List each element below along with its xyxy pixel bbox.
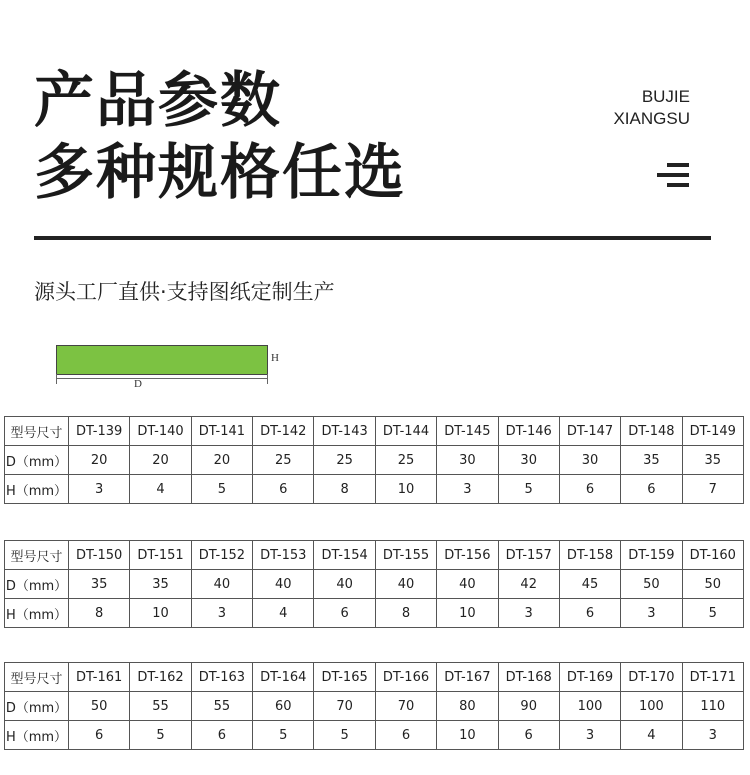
table-cell: 4	[621, 721, 682, 750]
table-cell: 6	[69, 721, 130, 750]
table-cell: DT-167	[437, 663, 498, 692]
table-cell: DT-157	[498, 541, 559, 570]
table-cell: 30	[559, 446, 620, 475]
table-cell: 6	[621, 475, 682, 504]
table-cell: DT-146	[498, 417, 559, 446]
table-cell: DT-149	[682, 417, 743, 446]
table-cell: DT-144	[375, 417, 436, 446]
table-cell: 3	[621, 599, 682, 628]
table-row-model	[5, 663, 744, 692]
table-cell: 20	[191, 446, 252, 475]
table-cell: DT-166	[375, 663, 436, 692]
table-row-h	[5, 721, 744, 750]
table-row-d	[5, 570, 744, 599]
table-cell: 50	[682, 570, 743, 599]
table-cell: DT-159	[621, 541, 682, 570]
row-label: H（mm）	[5, 721, 69, 750]
table-cell: DT-158	[559, 541, 620, 570]
menu-icon[interactable]	[657, 163, 689, 193]
table-cell: 6	[375, 721, 436, 750]
table-cell: 42	[498, 570, 559, 599]
table-cell: 6	[253, 475, 314, 504]
table-cell: 8	[314, 475, 375, 504]
table-cell: 5	[498, 475, 559, 504]
divider	[34, 236, 711, 240]
table-cell: 6	[191, 721, 252, 750]
table-cell: 7	[682, 475, 743, 504]
table-cell: DT-156	[437, 541, 498, 570]
table-cell: DT-169	[559, 663, 620, 692]
table-cell: 10	[130, 599, 191, 628]
table-cell: 4	[253, 599, 314, 628]
table-cell: DT-168	[498, 663, 559, 692]
table-cell: 20	[130, 446, 191, 475]
table-cell: DT-145	[437, 417, 498, 446]
table-cell: 50	[621, 570, 682, 599]
table-cell: DT-165	[314, 663, 375, 692]
table-cell: 100	[621, 692, 682, 721]
table-cell: 5	[253, 721, 314, 750]
table-cell: 80	[437, 692, 498, 721]
table-cell: DT-164	[253, 663, 314, 692]
table-cell: 50	[69, 692, 130, 721]
row-label: 型号尺寸	[5, 541, 69, 570]
table-cell: 6	[559, 475, 620, 504]
label-h: H	[271, 352, 279, 364]
table-cell: DT-152	[191, 541, 252, 570]
table-cell: 40	[191, 570, 252, 599]
product-bar	[56, 345, 268, 375]
row-label: D（mm）	[5, 446, 69, 475]
table-cell: DT-139	[69, 417, 130, 446]
table-cell: 5	[191, 475, 252, 504]
table-cell: DT-150	[69, 541, 130, 570]
subtitle: 源头工厂直供·支持图纸定制生产	[34, 280, 335, 304]
table-cell: 8	[375, 599, 436, 628]
table-cell: 3	[559, 721, 620, 750]
page-title-line2: 多种规格任选	[34, 138, 406, 208]
table-cell: 25	[314, 446, 375, 475]
table-row-model	[5, 417, 744, 446]
table-cell: DT-153	[253, 541, 314, 570]
table-cell: DT-170	[621, 663, 682, 692]
table-cell: 35	[69, 570, 130, 599]
table-cell: 4	[130, 475, 191, 504]
table-cell: 25	[253, 446, 314, 475]
table-cell: DT-147	[559, 417, 620, 446]
table-cell: 60	[253, 692, 314, 721]
table-cell: 35	[130, 570, 191, 599]
dimension-diagram	[40, 340, 279, 400]
table-cell: 10	[437, 599, 498, 628]
table-cell: DT-143	[314, 417, 375, 446]
table-cell: 5	[682, 599, 743, 628]
table-cell: DT-171	[682, 663, 743, 692]
table-cell: 8	[69, 599, 130, 628]
table-cell: 20	[69, 446, 130, 475]
dimension-line-d	[56, 378, 268, 379]
table-cell: 10	[437, 721, 498, 750]
table-cell: 45	[559, 570, 620, 599]
table-cell: 110	[682, 692, 743, 721]
brand-name	[613, 86, 690, 130]
table-cell: DT-140	[130, 417, 191, 446]
table-cell: DT-142	[253, 417, 314, 446]
row-label: H（mm）	[5, 599, 69, 628]
table-cell: 40	[253, 570, 314, 599]
table-cell: 6	[559, 599, 620, 628]
table-cell: 55	[130, 692, 191, 721]
table-cell: 40	[314, 570, 375, 599]
table-cell: DT-155	[375, 541, 436, 570]
spec-table-1	[4, 416, 744, 504]
table-cell: 40	[375, 570, 436, 599]
table-cell: 35	[621, 446, 682, 475]
table-row-model	[5, 541, 744, 570]
table-cell: 30	[437, 446, 498, 475]
table-cell: 90	[498, 692, 559, 721]
spec-table-2	[4, 540, 744, 628]
table-cell: 6	[314, 599, 375, 628]
table-cell: DT-151	[130, 541, 191, 570]
table-cell: 3	[682, 721, 743, 750]
table-cell: 55	[191, 692, 252, 721]
table-cell: 5	[314, 721, 375, 750]
table-row-h	[5, 599, 744, 628]
table-cell: 3	[498, 599, 559, 628]
table-cell: DT-162	[130, 663, 191, 692]
table-cell: DT-148	[621, 417, 682, 446]
table-cell: 70	[314, 692, 375, 721]
table-cell: 25	[375, 446, 436, 475]
table-cell: 3	[69, 475, 130, 504]
table-cell: 30	[498, 446, 559, 475]
table-row-d	[5, 692, 744, 721]
row-label: D（mm）	[5, 692, 69, 721]
table-cell: 6	[498, 721, 559, 750]
brand-line1: BUJIE	[641, 87, 690, 106]
brand-line2: XIANGSU	[613, 109, 690, 128]
table-cell: 3	[437, 475, 498, 504]
table-row-d	[5, 446, 744, 475]
row-label: H（mm）	[5, 475, 69, 504]
spec-table-3	[4, 662, 744, 750]
table-cell: DT-160	[682, 541, 743, 570]
table-cell: 100	[559, 692, 620, 721]
table-cell: 10	[375, 475, 436, 504]
table-cell: DT-161	[69, 663, 130, 692]
row-label: 型号尺寸	[5, 663, 69, 692]
table-cell: DT-163	[191, 663, 252, 692]
page-title-line1: 产品参数	[34, 66, 282, 136]
table-row-h	[5, 475, 744, 504]
table-cell: 35	[682, 446, 743, 475]
table-cell: 70	[375, 692, 436, 721]
row-label: 型号尺寸	[5, 417, 69, 446]
table-cell: DT-154	[314, 541, 375, 570]
table-cell: 5	[130, 721, 191, 750]
table-cell: DT-141	[191, 417, 252, 446]
table-cell: 3	[191, 599, 252, 628]
label-d: D	[134, 378, 142, 390]
table-cell: 40	[437, 570, 498, 599]
row-label: D（mm）	[5, 570, 69, 599]
